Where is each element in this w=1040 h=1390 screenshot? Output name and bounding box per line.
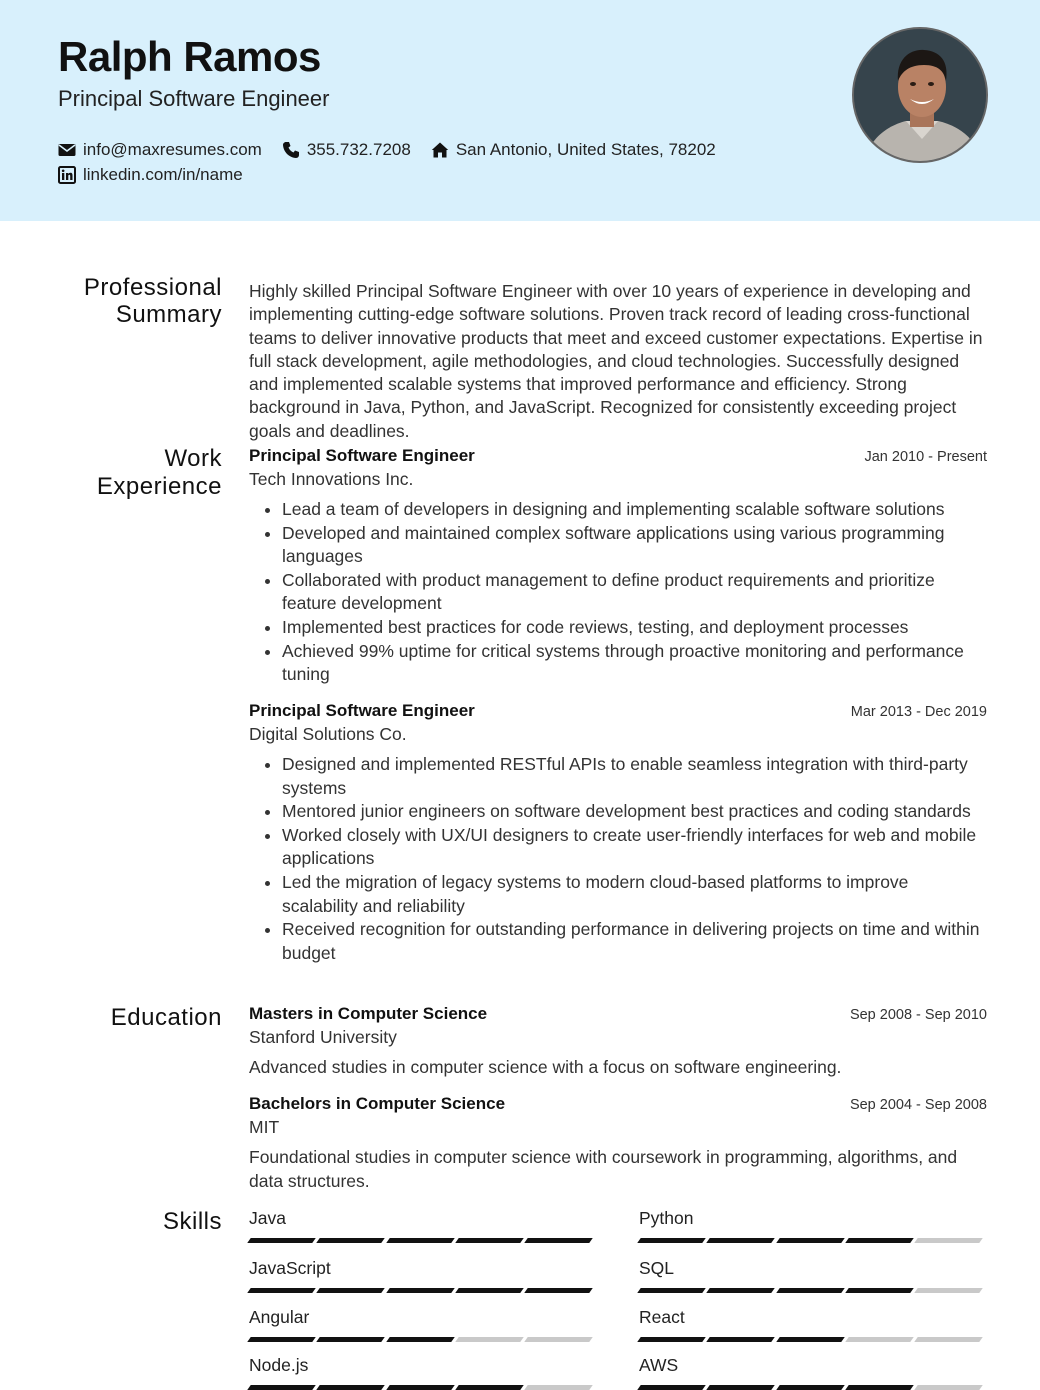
section-label-line: Work <box>164 445 222 472</box>
section-education-label: Education <box>110 1004 222 1031</box>
skill-level-segment <box>386 1385 454 1390</box>
job-bullet: • Led the migration of legacy systems to modern cloud-based platforms to improve scalability and reliability <box>282 871 987 918</box>
education-school: Stanford University <box>249 1027 397 1047</box>
skill-item <box>249 1208 597 1243</box>
job-bullet: • Designed and implemented RESTful APIs to enable seamless integration with third-party systems <box>282 753 987 800</box>
skill-level-segment <box>247 1385 315 1390</box>
skill-name: SQL <box>639 1258 675 1278</box>
contact-email[interactable] <box>58 140 262 160</box>
contact-location <box>431 140 716 160</box>
skill-level-segment <box>914 1337 982 1342</box>
skill-level-segment <box>707 1337 775 1342</box>
skill-level-segment <box>524 1337 592 1342</box>
skill-name: Angular <box>249 1307 310 1327</box>
skill-item <box>249 1258 597 1293</box>
job-date: Mar 2013 - Dec 2019 <box>850 704 987 720</box>
skill-level-segment <box>247 1337 315 1342</box>
skill-name: JavaScript <box>249 1258 331 1278</box>
job-bullet: • Worked closely with UX/UI designers to create user-friendly interfaces for web and mobile applications <box>282 824 987 871</box>
phone-icon <box>282 141 300 159</box>
skill-level-segment <box>524 1288 592 1293</box>
skill-level-segment <box>776 1288 844 1293</box>
skill-level-segment <box>386 1337 454 1342</box>
skill-item <box>639 1355 987 1390</box>
skill-level-segment <box>317 1238 385 1243</box>
education-date: Sep 2004 - Sep 2008 <box>849 1097 987 1113</box>
skill-level-segment <box>455 1288 523 1293</box>
contact-row-2 <box>58 165 263 185</box>
skill-level-segment <box>914 1288 982 1293</box>
skill-level-segment <box>914 1238 982 1243</box>
skill-level-segment <box>707 1385 775 1390</box>
job-header <box>249 446 987 466</box>
skill-level-segment <box>524 1385 592 1390</box>
skill-name: Node.js <box>249 1355 309 1375</box>
skill-level-segment <box>455 1238 523 1243</box>
job-header <box>249 701 987 721</box>
contact-phone[interactable] <box>282 140 411 160</box>
profile-photo <box>852 27 988 163</box>
skill-level-bar <box>639 1337 987 1342</box>
skill-level-segment <box>317 1337 385 1342</box>
skill-name: React <box>639 1307 685 1327</box>
section-skills-label: Skills <box>162 1208 222 1235</box>
job-bullet: • Implemented best practices for code reviews, testing, and deployment processes <box>282 616 987 640</box>
education-date: Sep 2008 - Sep 2010 <box>849 1007 987 1023</box>
section-summary-label <box>84 274 222 328</box>
job-date: Jan 2010 - Present <box>864 449 987 465</box>
skill-name: Java <box>249 1208 286 1228</box>
skill-level-segment <box>524 1238 592 1243</box>
summary-text: Highly skilled Principal Software Engineer with over 10 years of experience in developing and implementing cutting-edge software solutions. Proven track record of leading cross-functional teams to deliver innovative products that meet and exceed customer expectations. Expertise in full stack development, agile methodologies, and cloud technologies. Successfully designed and implemented scalable systems that improved performance and efficiency. Strong background in Java, Python, and JavaScript. Recognized for consistently exceeding project goals and deadlines. <box>249 281 983 441</box>
job-bullets <box>249 753 987 965</box>
candidate-title: Principal Software Engineer <box>58 86 330 111</box>
job-bullet: • Achieved 99% uptime for critical systems through proactive monitoring and performance tuning <box>282 640 987 687</box>
linkedin-icon <box>58 166 76 184</box>
skill-level-segment <box>914 1385 982 1390</box>
job-entry <box>249 701 987 965</box>
linkedin-text[interactable]: linkedin.com/in/name <box>83 165 243 184</box>
skill-level-bar <box>249 1385 597 1390</box>
job-bullet: • Received recognition for outstanding performance in delivering projects on time and within budget <box>282 918 987 965</box>
skill-level-segment <box>637 1288 705 1293</box>
education-description: Foundational studies in computer science with coursework in programming, algorithms, and data structures. <box>249 1147 958 1191</box>
skill-level-segment <box>776 1238 844 1243</box>
skill-level-segment <box>386 1288 454 1293</box>
education-header <box>249 1094 987 1114</box>
job-company: Tech Innovations Inc. <box>249 469 414 489</box>
contact-linkedin[interactable] <box>58 165 243 185</box>
skill-level-segment <box>845 1238 913 1243</box>
job-company: Digital Solutions Co. <box>249 724 407 744</box>
skill-level-segment <box>247 1238 315 1243</box>
skill-item <box>249 1355 597 1390</box>
candidate-name: Ralph Ramos <box>58 33 321 80</box>
education-header <box>249 1004 987 1024</box>
skill-item <box>249 1307 597 1342</box>
section-work-label <box>97 445 222 501</box>
skill-level-segment <box>455 1337 523 1342</box>
skill-level-segment <box>707 1288 775 1293</box>
job-bullet: • Collaborated with product management to define product requirements and prioritize feature development <box>282 569 987 616</box>
skill-level-segment <box>845 1337 913 1342</box>
education-description: Advanced studies in computer science with a focus on software engineering. <box>249 1057 842 1077</box>
skill-item <box>639 1307 987 1342</box>
education-degree: Bachelors in Computer Science <box>249 1094 506 1113</box>
email-text[interactable]: info@maxresumes.com <box>83 140 262 159</box>
job-bullet: • Mentored junior engineers on software development best practices and coding standards <box>282 800 987 824</box>
contact-row <box>58 140 736 160</box>
skill-level-segment <box>637 1238 705 1243</box>
job-bullet: • Developed and maintained complex software applications using various programming languages <box>282 522 987 569</box>
education-entry <box>249 1094 987 1193</box>
skill-name: Python <box>639 1208 694 1228</box>
job-bullet: • Lead a team of developers in designing and implementing scalable software solutions <box>282 498 987 522</box>
skill-level-bar <box>249 1288 597 1293</box>
section-label-line: Summary <box>115 301 222 328</box>
skill-level-segment <box>386 1238 454 1243</box>
section-label-line: Professional <box>83 274 222 301</box>
skill-level-segment <box>637 1337 705 1342</box>
job-title: Principal Software Engineer <box>249 701 475 720</box>
location-text: San Antonio, United States, 78202 <box>455 140 716 159</box>
job-entry <box>249 446 987 687</box>
skill-level-bar <box>639 1288 987 1293</box>
skill-level-segment <box>317 1385 385 1390</box>
skill-level-bar <box>639 1385 987 1390</box>
skill-level-bar <box>249 1238 597 1243</box>
skill-item <box>639 1208 987 1243</box>
education-degree: Masters in Computer Science <box>249 1004 488 1023</box>
envelope-icon <box>58 141 76 159</box>
resume-header <box>0 0 1040 221</box>
job-title: Principal Software Engineer <box>249 446 475 465</box>
skill-level-segment <box>317 1288 385 1293</box>
education-school: MIT <box>249 1117 280 1137</box>
skill-level-bar <box>249 1337 597 1342</box>
skill-item <box>639 1258 987 1293</box>
section-label-line: Experience <box>96 473 222 500</box>
phone-text[interactable]: 355.732.7208 <box>306 140 411 159</box>
skill-level-segment <box>776 1337 844 1342</box>
education-entry <box>249 1004 987 1079</box>
skill-level-segment <box>455 1385 523 1390</box>
job-bullets <box>249 498 987 687</box>
skill-level-segment <box>637 1385 705 1390</box>
skill-level-segment <box>845 1288 913 1293</box>
skill-level-segment <box>776 1385 844 1390</box>
skill-name: AWS <box>639 1355 679 1375</box>
skill-level-bar <box>639 1238 987 1243</box>
skill-level-segment <box>707 1238 775 1243</box>
home-icon <box>431 141 449 159</box>
skill-level-segment <box>247 1288 315 1293</box>
skill-level-segment <box>845 1385 913 1390</box>
